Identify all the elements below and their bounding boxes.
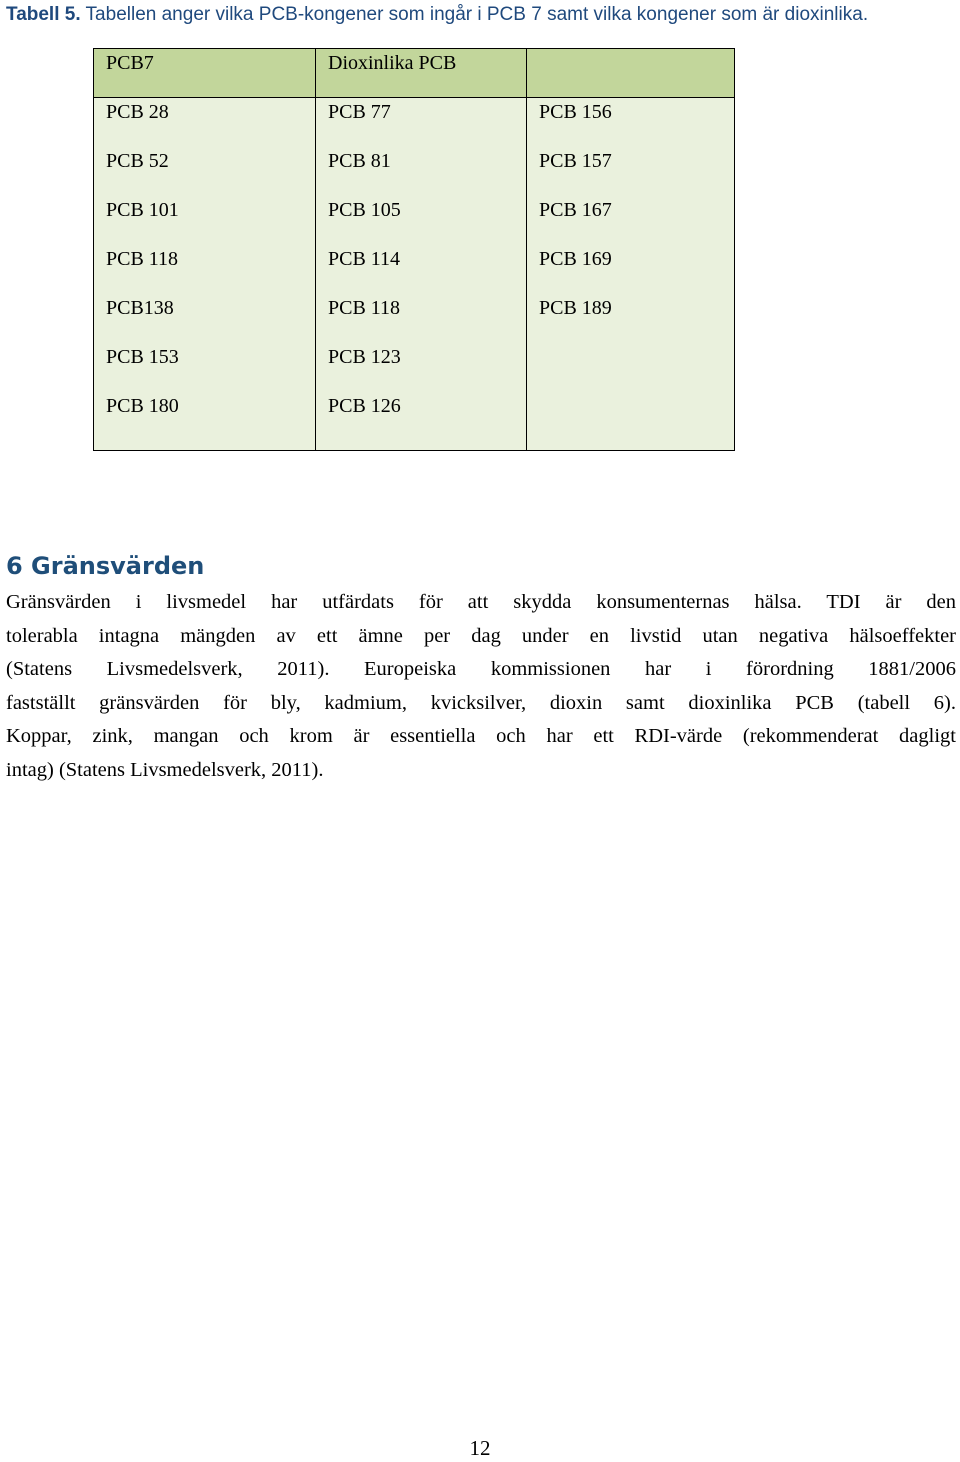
cell-dioxin-b-4: PCB 189 [539, 297, 612, 319]
cell-dioxin-a-4: PCB 118 [328, 297, 401, 319]
cell-pcb7-4: PCB138 [106, 297, 174, 319]
cell-pcb7-6: PCB 180 [106, 395, 179, 417]
cell-dioxin-a-6: PCB 126 [328, 395, 401, 417]
table-caption-label: Tabell 5. [6, 4, 81, 25]
cell-dioxin-a-2: PCB 105 [328, 199, 401, 221]
table-caption-text: Tabellen anger vilka PCB-kongener som ingår i PCB 7 samt vilka kongener som är dioxinlika. [80, 4, 869, 25]
section-heading: 6 Gränsvärden [6, 552, 205, 580]
cell-pcb7-2: PCB 101 [106, 199, 179, 221]
paragraph-line: intag) (Statens Livsmedelsverk, 2011). [6, 758, 324, 781]
table-row [94, 98, 735, 451]
header-empty [527, 49, 735, 98]
column-pcb7 [94, 98, 316, 451]
paragraph-line: tolerabla intagna mängden av ett ämne per dag under en livstid utan negativa hälsoeffekter [6, 624, 956, 647]
cell-pcb7-1: PCB 52 [106, 150, 169, 172]
cell-dioxin-b-3: PCB 169 [539, 248, 612, 270]
section-paragraph [6, 586, 956, 787]
cell-dioxin-a-0: PCB 77 [328, 101, 391, 123]
paragraph-line: Gränsvärden i livsmedel har utfärdats för att skydda konsumenternas hälsa. TDI är den [6, 591, 956, 613]
column-dioxinlika-a [316, 98, 527, 451]
cell-pcb7-3: PCB 118 [106, 248, 179, 270]
cell-dioxin-b-2: PCB 167 [539, 199, 612, 221]
cell-dioxin-a-1: PCB 81 [328, 150, 391, 172]
table-header-row [94, 49, 735, 98]
paragraph-line: Koppar, zink, mangan och krom är essentiella och har ett RDI-värde (rekommenderat dagligt [6, 725, 956, 747]
cell-dioxin-a-3: PCB 114 [328, 248, 401, 270]
page-number: 12 [469, 1436, 491, 1460]
table-caption [6, 4, 956, 26]
column-dioxinlika-b [527, 98, 735, 451]
paragraph-line: fastställt gränsvärden för bly, kadmium, kvicksilver, dioxin samt dioxinlika PCB (tabell 6). [6, 691, 956, 714]
header-pcb7: PCB7 [94, 49, 316, 98]
pcb-congener-table [93, 48, 735, 451]
paragraph-line: (Statens Livsmedelsverk, 2011). Europeiska kommissionen har i förordning 1881/2006 [6, 658, 956, 680]
cell-dioxin-a-5: PCB 123 [328, 346, 401, 368]
cell-dioxin-b-1: PCB 157 [539, 150, 612, 172]
cell-dioxin-b-0: PCB 156 [539, 101, 612, 123]
cell-pcb7-5: PCB 153 [106, 346, 179, 368]
header-dioxinlika: Dioxinlika PCB [316, 49, 527, 98]
cell-pcb7-0: PCB 28 [106, 101, 169, 123]
